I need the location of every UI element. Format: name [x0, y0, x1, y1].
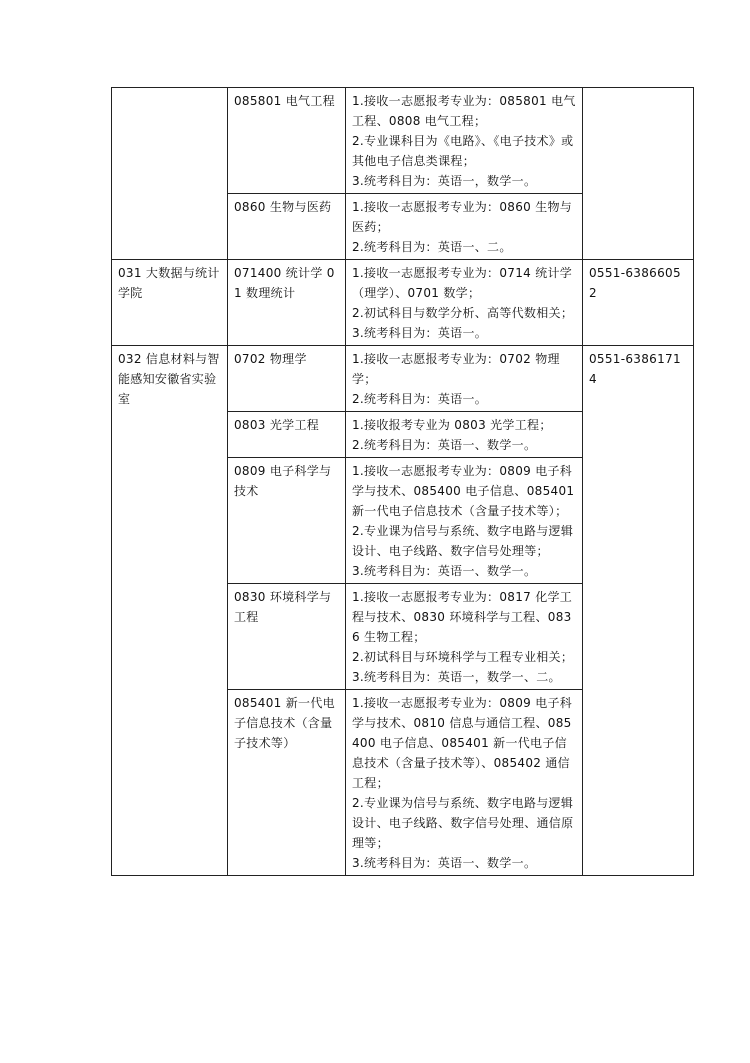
- requirements-cell: [346, 194, 583, 260]
- requirement-line: 2.专业课科目为《电路》、《电子技术》或其他电子信息类课程；: [352, 134, 574, 168]
- requirement-line: 1.接收一志愿报考专业为：0809 电子科学与技术、085400 电子信息、085401 新一代电子信息技术（含量子技术等）；: [352, 464, 575, 518]
- requirement-line: 1.接收一志愿报考专业为：0702 物理学；: [352, 352, 560, 386]
- phone-cell: 0551-63866052: [583, 260, 694, 346]
- table-row: [112, 88, 694, 194]
- major-cell: 0803 光学工程: [228, 412, 346, 458]
- requirements-cell: [346, 584, 583, 690]
- requirement-line: 3.统考科目为：英语一，数学一、二。: [352, 670, 561, 684]
- requirements-cell: [346, 458, 583, 584]
- major-cell: 0809 电子科学与技术: [228, 458, 346, 584]
- requirement-line: 3.统考科目为：英语一、数学一。: [352, 564, 537, 578]
- requirements-cell: [346, 88, 583, 194]
- table-row: [112, 346, 694, 412]
- table-row: [112, 260, 694, 346]
- requirement-line: 1.接收一志愿报考专业为：0714 统计学（理学）、0701 数学；: [352, 266, 573, 300]
- requirement-line: 3.统考科目为：英语一、数学一。: [352, 856, 537, 870]
- phone-cell: [583, 88, 694, 260]
- admission-table: [111, 87, 694, 876]
- college-cell: 032 信息材料与智能感知安徽省实验室: [112, 346, 228, 876]
- requirement-line: 2.统考科目为：英语一。: [352, 392, 488, 406]
- requirement-line: 1.接收一志愿报考专业为：0809 电子科学与技术、0810 信息与通信工程、085400 电子信息、085401 新一代电子信息技术（含量子技术等）、085402 通信工程；: [352, 696, 573, 790]
- major-cell: 071400 统计学 01 数理统计: [228, 260, 346, 346]
- requirement-line: 2.专业课为信号与系统、数字电路与逻辑设计、电子线路、数字信号处理、通信原理等；: [352, 796, 574, 850]
- requirement-line: 3.统考科目为：英语一。: [352, 326, 488, 340]
- major-cell: 0860 生物与医药: [228, 194, 346, 260]
- phone-cell: 0551-63861714: [583, 346, 694, 876]
- requirement-line: 2.初试科目与数学分析、高等代数相关；: [352, 306, 574, 320]
- major-cell: 0702 物理学: [228, 346, 346, 412]
- major-cell: 0830 环境科学与工程: [228, 584, 346, 690]
- requirements-cell: [346, 690, 583, 876]
- major-cell: 085401 新一代电子信息技术（含量子技术等）: [228, 690, 346, 876]
- requirement-line: 2.统考科目为：英语一、数学一。: [352, 438, 537, 452]
- major-cell: 085801 电气工程: [228, 88, 346, 194]
- requirement-line: 1.接收一志愿报考专业为：085801 电气工程、0808 电气工程；: [352, 94, 576, 128]
- requirement-line: 2.统考科目为：英语一、二。: [352, 240, 512, 254]
- requirement-line: 2.初试科目与环境科学与工程专业相关；: [352, 650, 574, 664]
- requirement-line: 2.专业课为信号与系统、数字电路与逻辑设计、电子线路、数字信号处理等；: [352, 524, 574, 558]
- requirements-cell: [346, 346, 583, 412]
- requirement-line: 1.接收报考专业为 0803 光学工程；: [352, 418, 552, 432]
- college-cell: [112, 88, 228, 260]
- requirement-line: 3.统考科目为：英语一，数学一。: [352, 174, 537, 188]
- requirements-cell: [346, 412, 583, 458]
- requirement-line: 1.接收一志愿报考专业为：0860 生物与医药；: [352, 200, 573, 234]
- requirement-line: 1.接收一志愿报考专业为：0817 化学工程与技术、0830 环境科学与工程、0836 生物工程；: [352, 590, 573, 644]
- requirements-cell: [346, 260, 583, 346]
- college-cell: 031 大数据与统计学院: [112, 260, 228, 346]
